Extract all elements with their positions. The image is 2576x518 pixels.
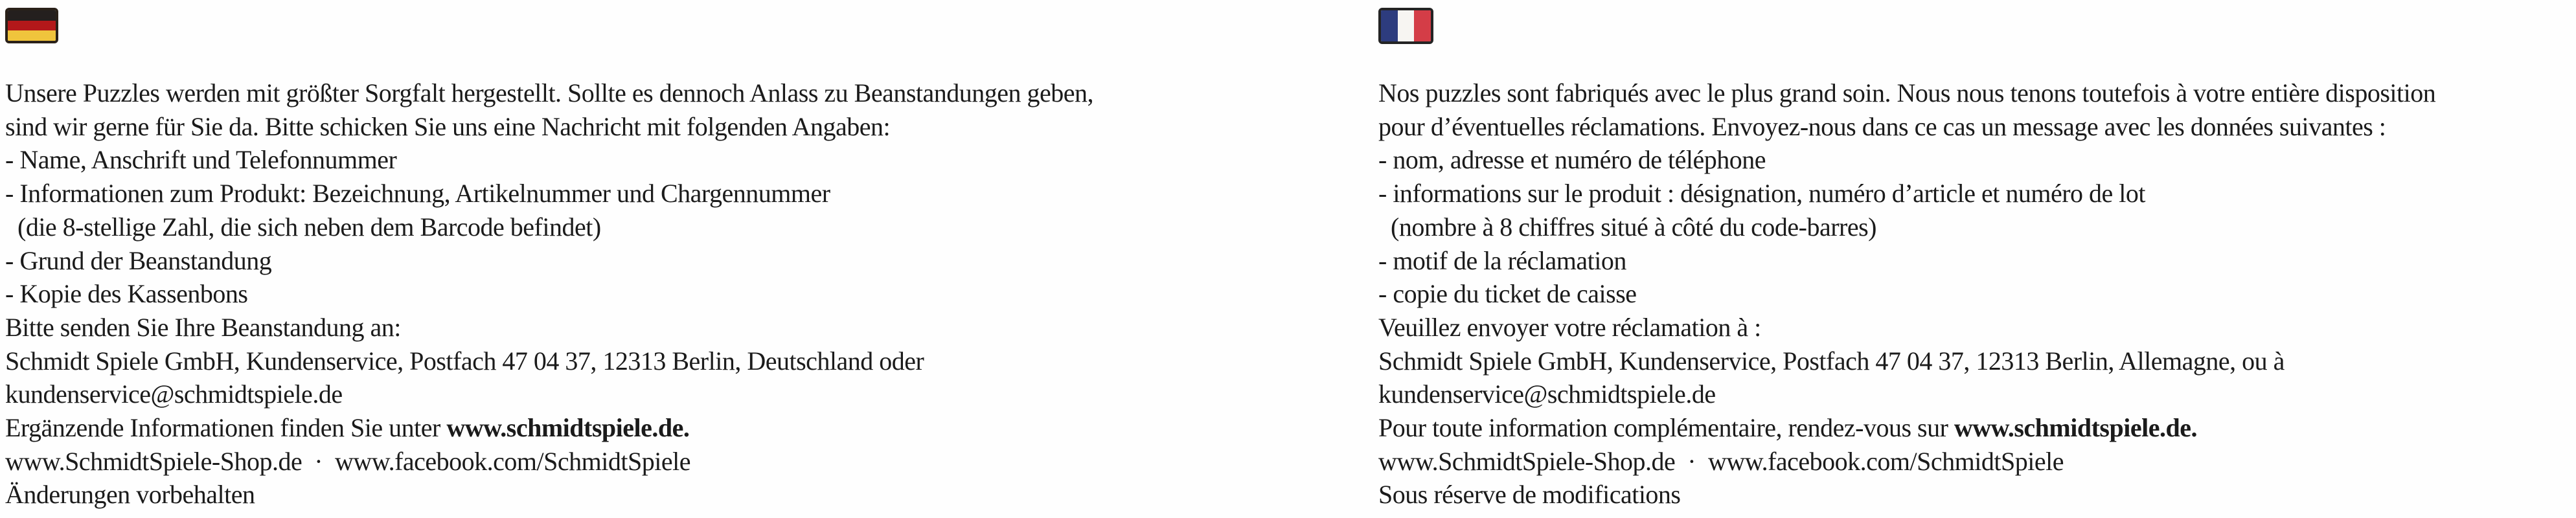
german-section [5, 0, 1294, 518]
text-line [1378, 143, 2435, 177]
text-line [1378, 76, 2435, 110]
text-line-regular: - motif de la réclamation [1378, 245, 1626, 275]
text-line [5, 377, 1093, 411]
german-text-block [5, 76, 1093, 512]
text-line [5, 277, 1093, 311]
text-line-bold-url: www.schmidtspiele.de. [1954, 413, 2197, 443]
text-line [5, 76, 1093, 110]
text-line-regular: - nom, adresse et numéro de téléphone [1378, 145, 1766, 175]
text-line-regular: - Name, Anschrift und Telefonnummer [5, 145, 397, 175]
text-line [5, 411, 1093, 445]
text-line-regular: - Kopie des Kassenbons [5, 279, 248, 309]
flag-stripe-gold [8, 30, 56, 41]
text-line [1378, 478, 2435, 512]
text-line [5, 110, 1093, 144]
text-line [5, 445, 1093, 479]
text-line-regular: Veuillez envoyer votre réclamation à : [1378, 312, 1761, 342]
text-line-regular: - informations sur le produit : désignation, numéro d’article et numéro de lot [1378, 179, 2146, 208]
text-line [1378, 277, 2435, 311]
france-flag-icon [1378, 8, 1433, 44]
text-line-regular: www.SchmidtSpiele-Shop.de · www.facebook.com/SchmidtSpiele [5, 446, 690, 476]
text-line [1378, 445, 2435, 479]
flag-stripe-red [1414, 10, 1431, 41]
text-line [1378, 110, 2435, 144]
flag-stripe-white [1398, 10, 1415, 41]
text-line-regular: www.SchmidtSpiele-Shop.de · www.facebook.com/SchmidtSpiele [1378, 446, 2064, 476]
text-line-regular: - copie du ticket de caisse [1378, 279, 1637, 309]
text-line-regular: Änderungen vorbehalten [5, 480, 255, 510]
flag-stripe-red [8, 21, 56, 31]
text-line [1378, 311, 2435, 344]
text-line-regular: Nos puzzles sont fabriqués avec le plus grand soin. Nous nous tenons toutefois à votre entière disposition [1378, 78, 2436, 107]
text-line [1378, 244, 2435, 278]
flag-stripe-black [8, 10, 56, 21]
text-line [5, 177, 1093, 210]
text-line-regular: Unsere Puzzles werden mit größter Sorgfalt hergestellt. Sollte es dennoch Anlass zu Beanstandungen geben, [5, 78, 1094, 107]
text-line-regular: - Informationen zum Produkt: Bezeichnung, Artikelnummer und Chargennummer [5, 179, 830, 208]
text-line-regular: Pour toute information complémentaire, rendez-vous sur [1378, 413, 1954, 443]
text-line-bold-url: www.schmidtspiele.de. [446, 413, 690, 443]
text-line [5, 210, 1093, 244]
text-line [1378, 210, 2435, 244]
text-line-regular: Schmidt Spiele GmbH, Kundenservice, Postfach 47 04 37, 12313 Berlin, Deutschland oder [5, 346, 924, 376]
text-line-regular: sind wir gerne für Sie da. Bitte schicken Sie uns eine Nachricht mit folgenden Angaben: [5, 111, 891, 141]
germany-flag-icon [5, 8, 58, 43]
text-line [5, 478, 1093, 512]
text-line [5, 311, 1093, 344]
text-line-regular: - Grund der Beanstandung [5, 245, 272, 275]
french-section [1378, 0, 2573, 518]
text-line-regular: kundenservice@schmidtspiele.de [5, 379, 343, 409]
text-line [5, 344, 1093, 378]
text-line [5, 143, 1093, 177]
text-line-regular: Bitte senden Sie Ihre Beanstandung an: [5, 312, 401, 342]
text-line-regular: Ergänzende Informationen finden Sie unter [5, 413, 447, 443]
text-line [1378, 377, 2435, 411]
text-line-regular: kundenservice@schmidtspiele.de [1378, 379, 1716, 409]
flag-stripe-blue [1381, 10, 1398, 41]
text-line [1378, 344, 2435, 378]
text-line [1378, 177, 2435, 210]
text-line-regular: pour d’éventuelles réclamations. Envoyez-nous dans ce cas un message avec les données suivantes : [1378, 111, 2386, 141]
french-text-block [1378, 76, 2435, 512]
text-line-regular: (die 8-stellige Zahl, die sich neben dem Barcode befindet) [5, 212, 601, 242]
text-line [1378, 411, 2435, 445]
text-line-regular: Schmidt Spiele GmbH, Kundenservice, Postfach 47 04 37, 12313 Berlin, Allemagne, ou à [1378, 346, 2285, 376]
text-line [5, 244, 1093, 278]
text-line-regular: Sous réserve de modifications [1378, 480, 1681, 510]
text-line-regular: (nombre à 8 chiffres situé à côté du code-barres) [1378, 212, 1876, 242]
